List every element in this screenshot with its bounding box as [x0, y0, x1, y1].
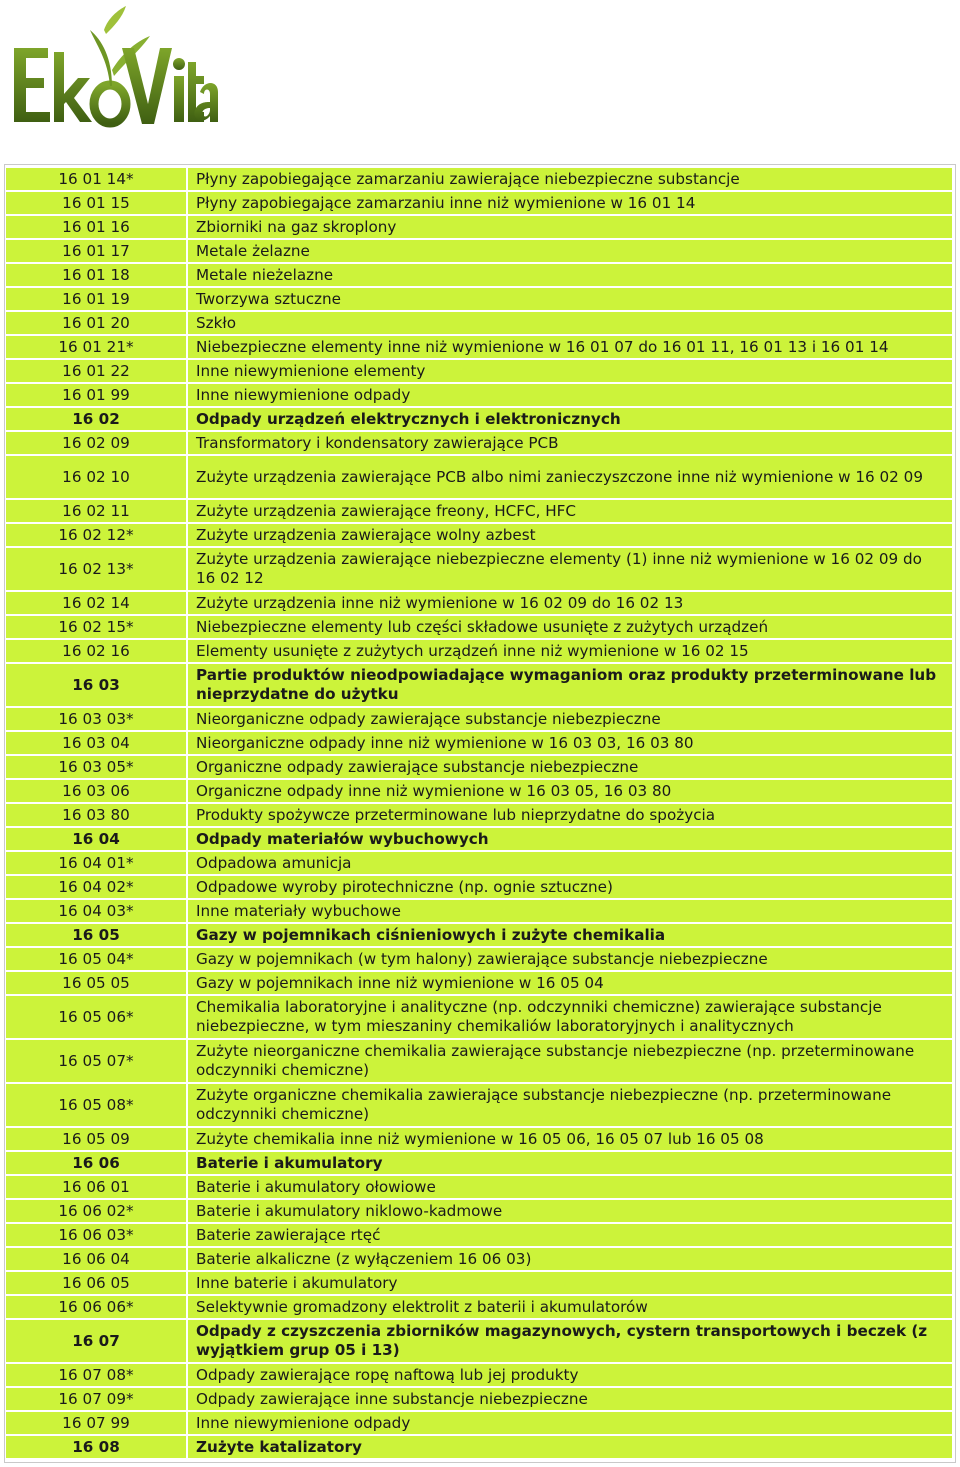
waste-description-cell: Elementy usunięte z zużytych urządzeń inne niż wymienione w 16 02 15	[188, 640, 954, 664]
waste-description-cell: Płyny zapobiegające zamarzaniu zawierające niebezpieczne substancje	[188, 168, 954, 192]
waste-description-cell: Inne niewymienione elementy	[188, 360, 954, 384]
waste-description-cell: Inne niewymienione odpady	[188, 384, 954, 408]
table-row	[6, 1388, 954, 1412]
waste-description-cell: Odpady zawierające inne substancje niebezpieczne	[188, 1388, 954, 1412]
waste-description-cell: Zużyte nieorganiczne chemikalia zawierające substancje niebezpieczne (np. przeterminowane odczynniki chemiczne)	[188, 1040, 954, 1084]
waste-description-cell: Transformatory i kondensatory zawierające PCB	[188, 432, 954, 456]
waste-description-cell: Baterie i akumulatory niklowo-kadmowe	[188, 1200, 954, 1224]
waste-description-cell: Gazy w pojemnikach (w tym halony) zawierające substancje niebezpieczne	[188, 948, 954, 972]
waste-description-cell: Produkty spożywcze przeterminowane lub nieprzydatne do spożycia	[188, 804, 954, 828]
table-row	[6, 1040, 954, 1084]
waste-description-cell: Inne niewymienione odpady	[188, 1412, 954, 1436]
waste-description-cell: Nieorganiczne odpady inne niż wymienione w 16 03 03, 16 03 80	[188, 732, 954, 756]
table-row	[6, 1176, 954, 1200]
waste-code-cell: 16 07 09*	[6, 1388, 188, 1412]
table-row	[6, 780, 954, 804]
waste-description-cell: Niebezpieczne elementy lub części składowe usunięte z zużytych urządzeń	[188, 616, 954, 640]
waste-description-cell: Gazy w pojemnikach ciśnieniowych i zużyte chemikalia	[188, 924, 954, 948]
waste-code-cell: 16 05 08*	[6, 1084, 188, 1128]
waste-code-cell: 16 06 02*	[6, 1200, 188, 1224]
waste-code-cell: 16 05 07*	[6, 1040, 188, 1084]
waste-description-cell: Baterie zawierające rtęć	[188, 1224, 954, 1248]
waste-code-cell: 16 03 80	[6, 804, 188, 828]
table-row	[6, 524, 954, 548]
waste-description-cell: Inne baterie i akumulatory	[188, 1272, 954, 1296]
table-row	[6, 732, 954, 756]
waste-code-cell: 16 02 15*	[6, 616, 188, 640]
waste-code-cell: 16 05 04*	[6, 948, 188, 972]
waste-codes-table	[6, 168, 954, 1460]
table-row	[6, 616, 954, 640]
table-row	[6, 948, 954, 972]
table-row	[6, 900, 954, 924]
table-row	[6, 804, 954, 828]
table-row	[6, 1248, 954, 1272]
waste-description-cell: Zużyte chemikalia inne niż wymienione w 16 05 06, 16 05 07 lub 16 05 08	[188, 1128, 954, 1152]
waste-code-cell: 16 07 99	[6, 1412, 188, 1436]
table-row	[6, 548, 954, 592]
waste-code-cell: 16 02 13*	[6, 548, 188, 592]
waste-description-cell: Zbiorniki na gaz skroplony	[188, 216, 954, 240]
table-row	[6, 996, 954, 1040]
table-row	[6, 216, 954, 240]
table-row	[6, 168, 954, 192]
group-row	[6, 1320, 954, 1364]
table-row	[6, 756, 954, 780]
waste-description-cell: Zużyte urządzenia zawierające freony, HCFC, HFC	[188, 500, 954, 524]
table-row	[6, 264, 954, 288]
waste-code-cell: 16 05 09	[6, 1128, 188, 1152]
table-row	[6, 500, 954, 524]
waste-code-cell: 16 05 06*	[6, 996, 188, 1040]
waste-code-cell: 16 07 08*	[6, 1364, 188, 1388]
table-row	[6, 592, 954, 616]
waste-code-cell: 16 03	[6, 664, 188, 708]
waste-code-cell: 16 01 99	[6, 384, 188, 408]
table-row	[6, 456, 954, 500]
table-row	[6, 876, 954, 900]
waste-description-cell: Nieorganiczne odpady zawierające substancje niebezpieczne	[188, 708, 954, 732]
waste-code-cell: 16 03 03*	[6, 708, 188, 732]
waste-code-cell: 16 01 16	[6, 216, 188, 240]
table-row	[6, 640, 954, 664]
table-row	[6, 360, 954, 384]
waste-code-cell: 16 02	[6, 408, 188, 432]
waste-code-cell: 16 05 05	[6, 972, 188, 996]
waste-code-cell: 16 02 14	[6, 592, 188, 616]
waste-description-cell: Tworzywa sztuczne	[188, 288, 954, 312]
table-row	[6, 1224, 954, 1248]
table-row	[6, 1364, 954, 1388]
group-row	[6, 408, 954, 432]
group-row	[6, 924, 954, 948]
ekovita-logo-graphic	[0, 0, 220, 160]
waste-description-cell: Zużyte urządzenia zawierające wolny azbest	[188, 524, 954, 548]
waste-code-cell: 16 01 20	[6, 312, 188, 336]
waste-code-cell: 16 01 14*	[6, 168, 188, 192]
waste-description-cell: Chemikalia laboratoryjne i analityczne (np. odczynniki chemiczne) zawierające substancje niebezpieczne, w tym mieszaniny chemikaliów laboratoryjnych i analitycznych	[188, 996, 954, 1040]
waste-code-cell: 16 01 21*	[6, 336, 188, 360]
table-row	[6, 1296, 954, 1320]
table-row	[6, 708, 954, 732]
waste-description-cell: Metale nieżelazne	[188, 264, 954, 288]
group-row	[6, 664, 954, 708]
waste-code-cell: 16 05	[6, 924, 188, 948]
waste-description-cell: Odpady materiałów wybuchowych	[188, 828, 954, 852]
waste-code-cell: 16 04 03*	[6, 900, 188, 924]
waste-code-cell: 16 06 01	[6, 1176, 188, 1200]
waste-code-cell: 16 06 04	[6, 1248, 188, 1272]
waste-codes-body	[6, 168, 954, 1460]
waste-code-cell: 16 06 06*	[6, 1296, 188, 1320]
ekovita-logo	[0, 0, 220, 160]
table-row	[6, 1084, 954, 1128]
waste-description-cell: Odpadowe wyroby pirotechniczne (np. ognie sztuczne)	[188, 876, 954, 900]
waste-code-cell: 16 01 22	[6, 360, 188, 384]
table-row	[6, 336, 954, 360]
waste-code-cell: 16 02 09	[6, 432, 188, 456]
waste-description-cell: Zużyte urządzenia zawierające niebezpieczne elementy (1) inne niż wymienione w 16 02 09 do 16 02 12	[188, 548, 954, 592]
waste-code-cell: 16 06	[6, 1152, 188, 1176]
waste-code-cell: 16 02 16	[6, 640, 188, 664]
waste-code-cell: 16 04 02*	[6, 876, 188, 900]
waste-code-cell: 16 04 01*	[6, 852, 188, 876]
table-row	[6, 432, 954, 456]
waste-description-cell: Niebezpieczne elementy inne niż wymienione w 16 01 07 do 16 01 11, 16 01 13 i 16 01 14	[188, 336, 954, 360]
waste-code-cell: 16 01 15	[6, 192, 188, 216]
table-row	[6, 240, 954, 264]
table-row	[6, 1128, 954, 1152]
group-row	[6, 1436, 954, 1460]
waste-code-cell: 16 06 05	[6, 1272, 188, 1296]
waste-description-cell: Odpady z czyszczenia zbiorników magazynowych, cystern transportowych i beczek (z wyjątkiem grup 05 i 13)	[188, 1320, 954, 1364]
waste-description-cell: Baterie i akumulatory ołowiowe	[188, 1176, 954, 1200]
table-row	[6, 1272, 954, 1296]
waste-description-cell: Zużyte organiczne chemikalia zawierające substancje niebezpieczne (np. przeterminowane odczynniki chemiczne)	[188, 1084, 954, 1128]
table-row	[6, 1200, 954, 1224]
waste-description-cell: Partie produktów nieodpowiadające wymaganiom oraz produkty przeterminowane lub nieprzydatne do użytku	[188, 664, 954, 708]
waste-description-cell: Selektywnie gromadzony elektrolit z baterii i akumulatorów	[188, 1296, 954, 1320]
waste-description-cell: Płyny zapobiegające zamarzaniu inne niż wymienione w 16 01 14	[188, 192, 954, 216]
waste-description-cell: Gazy w pojemnikach inne niż wymienione w 16 05 04	[188, 972, 954, 996]
waste-description-cell: Szkło	[188, 312, 954, 336]
waste-description-cell: Metale żelazne	[188, 240, 954, 264]
table-row	[6, 1412, 954, 1436]
waste-description-cell: Zużyte urządzenia inne niż wymienione w 16 02 09 do 16 02 13	[188, 592, 954, 616]
waste-code-cell: 16 04	[6, 828, 188, 852]
waste-code-cell: 16 07	[6, 1320, 188, 1364]
waste-code-cell: 16 02 11	[6, 500, 188, 524]
waste-code-cell: 16 02 10	[6, 456, 188, 500]
waste-description-cell: Baterie alkaliczne (z wyłączeniem 16 06 03)	[188, 1248, 954, 1272]
waste-code-cell: 16 01 18	[6, 264, 188, 288]
group-row	[6, 1152, 954, 1176]
table-row	[6, 852, 954, 876]
waste-description-cell: Zużyte urządzenia zawierające PCB albo nimi zanieczyszczone inne niż wymienione w 16 02 09	[188, 456, 954, 500]
waste-code-cell: 16 01 19	[6, 288, 188, 312]
table-row	[6, 384, 954, 408]
table-row	[6, 192, 954, 216]
waste-description-cell: Zużyte katalizatory	[188, 1436, 954, 1460]
waste-code-cell: 16 03 04	[6, 732, 188, 756]
waste-description-cell: Baterie i akumulatory	[188, 1152, 954, 1176]
waste-description-cell: Odpady zawierające ropę naftową lub jej produkty	[188, 1364, 954, 1388]
waste-code-cell: 16 06 03*	[6, 1224, 188, 1248]
waste-code-cell: 16 08	[6, 1436, 188, 1460]
waste-code-cell: 16 03 06	[6, 780, 188, 804]
waste-code-cell: 16 02 12*	[6, 524, 188, 548]
table-row	[6, 312, 954, 336]
waste-description-cell: Organiczne odpady zawierające substancje niebezpieczne	[188, 756, 954, 780]
waste-description-cell: Inne materiały wybuchowe	[188, 900, 954, 924]
table-row	[6, 288, 954, 312]
waste-description-cell: Odpadowa amunicja	[188, 852, 954, 876]
waste-code-cell: 16 03 05*	[6, 756, 188, 780]
table-row	[6, 972, 954, 996]
waste-code-cell: 16 01 17	[6, 240, 188, 264]
waste-description-cell: Organiczne odpady inne niż wymienione w 16 03 05, 16 03 80	[188, 780, 954, 804]
waste-description-cell: Odpady urządzeń elektrycznych i elektronicznych	[188, 408, 954, 432]
group-row	[6, 828, 954, 852]
